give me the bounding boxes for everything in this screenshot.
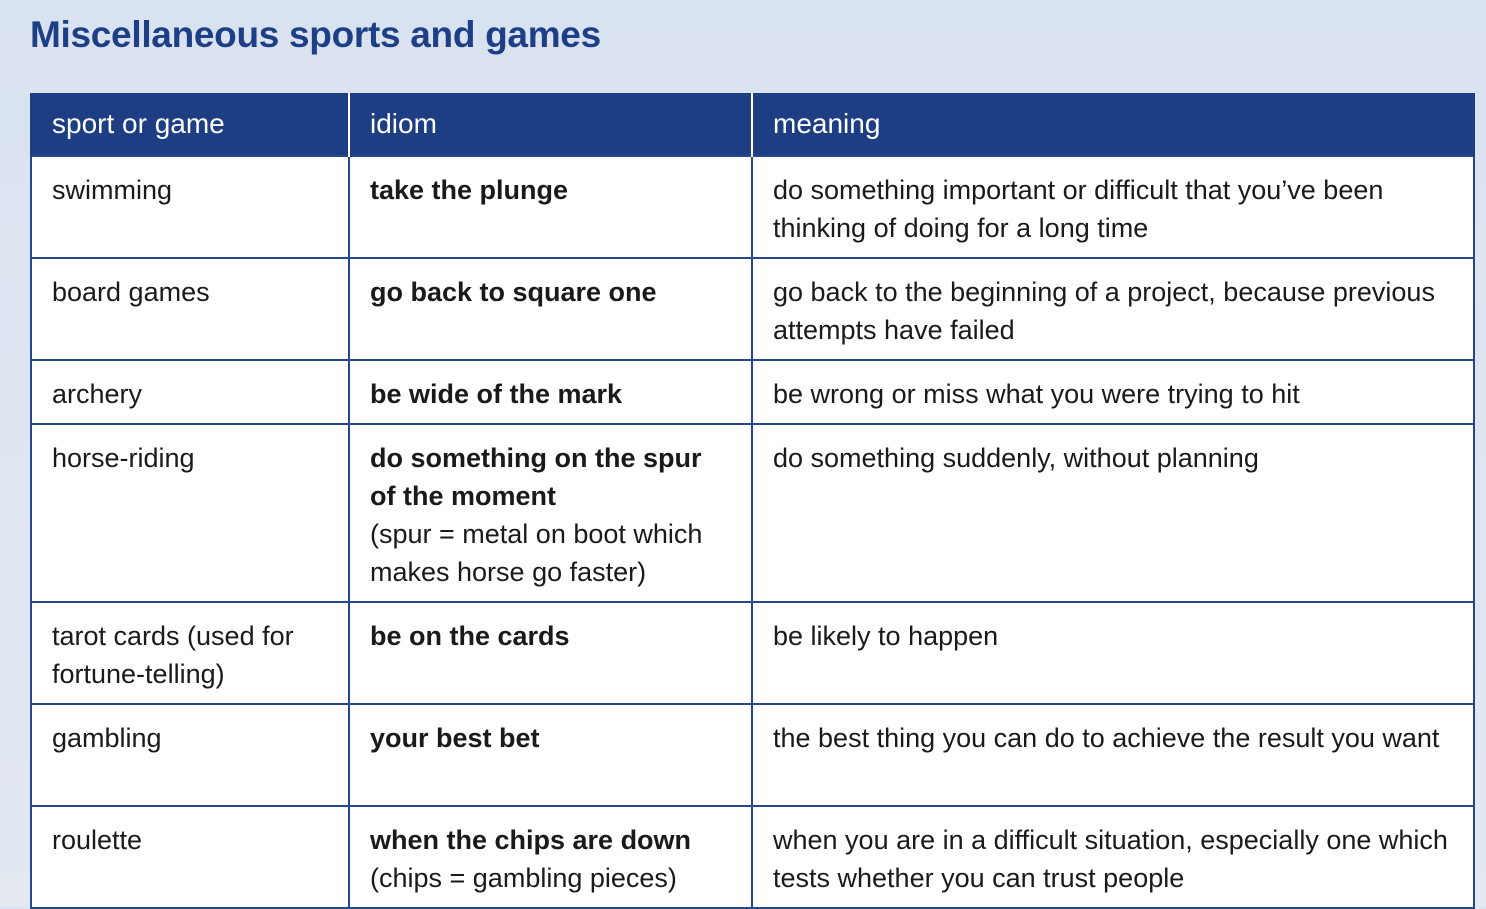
meaning-cell: the best thing you can do to achieve the result you want [752, 704, 1474, 806]
header-idiom: idiom [349, 93, 752, 156]
idiom-cell [349, 602, 752, 704]
idiom-note: (spur = metal on boot which makes horse go faster) [370, 519, 703, 587]
header-meaning: meaning [752, 93, 1474, 156]
meaning-cell: be likely to happen [752, 602, 1474, 704]
meaning-cell: do something suddenly, without planning [752, 424, 1474, 602]
sport-cell: tarot cards (used for fortune-telling) [31, 602, 349, 704]
table-row [31, 156, 1474, 258]
idiom-cell [349, 806, 752, 908]
idiom-cell [349, 258, 752, 360]
header-sport-or-game: sport or game [31, 93, 349, 156]
idiom-text: be on the cards [370, 621, 570, 651]
idiom-text: go back to square one [370, 277, 657, 307]
table-header-row [31, 93, 1474, 156]
idiom-cell [349, 156, 752, 258]
table-row [31, 258, 1474, 360]
sport-cell: roulette [31, 806, 349, 908]
sport-cell: archery [31, 360, 349, 424]
sport-cell: horse-riding [31, 424, 349, 602]
idiom-cell [349, 424, 752, 602]
idioms-table [30, 93, 1475, 909]
idiom-text: when the chips are down [370, 825, 692, 855]
sport-cell: board games [31, 258, 349, 360]
table-row [31, 806, 1474, 908]
meaning-cell: go back to the beginning of a project, because previous attempts have failed [752, 258, 1474, 360]
sport-cell: gambling [31, 704, 349, 806]
table-row [31, 360, 1474, 424]
idiom-text: be wide of the mark [370, 379, 623, 409]
idiom-text: your best bet [370, 723, 540, 753]
idiom-text: do something on the spur of the moment [370, 443, 702, 511]
idiom-note: (chips = gambling pieces) [370, 863, 677, 893]
table-row [31, 424, 1474, 602]
page-title: Miscellaneous sports and games [30, 14, 601, 55]
idiom-cell [349, 704, 752, 806]
idiom-cell [349, 360, 752, 424]
sport-cell: swimming [31, 156, 349, 258]
idiom-text: take the plunge [370, 175, 569, 205]
meaning-cell: do something important or difficult that you’ve been thinking of doing for a long time [752, 156, 1474, 258]
table-row [31, 704, 1474, 806]
meaning-cell: be wrong or miss what you were trying to hit [752, 360, 1474, 424]
meaning-cell: when you are in a difficult situation, especially one which tests whether you can trust people [752, 806, 1474, 908]
table-row [31, 602, 1474, 704]
